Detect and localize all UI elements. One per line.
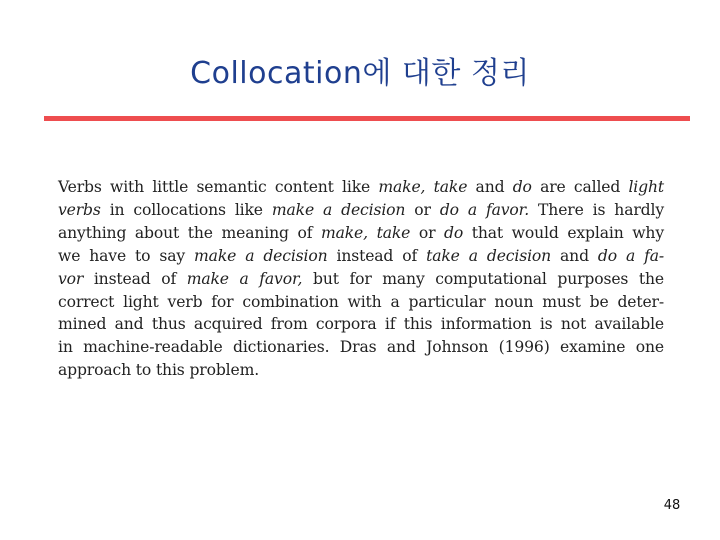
excerpt-italic-text: make a decision (271, 200, 406, 219)
excerpt-line (58, 313, 664, 336)
excerpt-paragraph (58, 176, 664, 382)
excerpt-text: in machine-readable dictionaries. Dras and Johnson (1996) examine one (58, 338, 664, 357)
excerpt-line (58, 222, 664, 245)
excerpt-text: instead of (327, 246, 427, 265)
excerpt-text: and (551, 246, 598, 265)
excerpt-text: that would explain why (463, 223, 664, 242)
excerpt-italic-text: do (512, 178, 532, 196)
excerpt-italic-text: make a favor, (186, 269, 303, 288)
excerpt-italic-text: do a fa- (597, 246, 664, 265)
excerpt-text: we have to say (58, 246, 195, 265)
excerpt-italic-text: do (444, 223, 464, 242)
excerpt-line (58, 176, 664, 199)
excerpt-line (58, 268, 664, 291)
excerpt-line (58, 199, 664, 222)
excerpt-italic-text: make a decision (194, 246, 328, 265)
excerpt-line (58, 336, 664, 359)
page-number: 48 (663, 498, 681, 513)
slide-title: Collocation에 대한 정리 (190, 56, 530, 91)
excerpt-line (58, 359, 664, 382)
excerpt-text: instead of (83, 269, 187, 288)
excerpt-italic-text: vor (58, 269, 84, 288)
excerpt-text: correct light verb for combination with a particular noun must be deter- (58, 292, 664, 311)
excerpt-text: are called (531, 178, 629, 196)
excerpt-text: and (467, 178, 513, 196)
excerpt-text: in collocations like (100, 200, 272, 219)
excerpt-text: approach to this problem. (58, 361, 260, 380)
excerpt-text: There is hardly (529, 200, 664, 219)
book-excerpt-image (58, 176, 664, 392)
excerpt-text: Verbs with little semantic content like (58, 178, 379, 196)
excerpt-italic-text: do a favor. (439, 200, 530, 219)
excerpt-text: anything about the meaning of (58, 223, 321, 242)
excerpt-line (58, 245, 664, 268)
excerpt-italic-text: make, take (378, 178, 468, 196)
excerpt-line (58, 291, 664, 314)
excerpt-text: or (410, 223, 445, 242)
excerpt-text: or (405, 200, 440, 219)
excerpt-text: but for many computational purposes the (302, 269, 664, 288)
title-divider (44, 116, 690, 121)
excerpt-italic-text: take a decision (426, 246, 552, 265)
excerpt-text: mined and thus acquired from corpora if this information is not available (58, 315, 664, 334)
excerpt-italic-text: light (628, 178, 664, 196)
excerpt-italic-text: make, take (320, 223, 411, 242)
excerpt-italic-text: verbs (58, 200, 101, 219)
